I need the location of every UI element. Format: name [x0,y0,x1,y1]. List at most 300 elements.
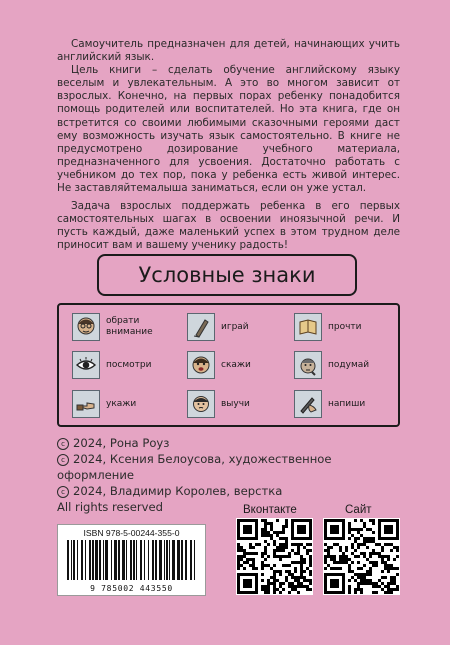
qr-finder-module [306,537,309,540]
qr-module [363,537,366,540]
qr-module [282,549,285,552]
qr-code-vk[interactable] [236,518,313,595]
qr-finder-module [252,573,255,576]
qr-module [372,540,375,543]
qr-module [387,567,390,570]
qr-module [261,519,264,522]
intro-text [57,38,400,253]
qr-finder-module [390,531,393,534]
qr-module [246,558,249,561]
qr-module [354,537,357,540]
qr-finder-module [387,528,390,531]
qr-module [351,546,354,549]
qr-module [306,567,309,570]
qr-module [273,531,276,534]
legend-label: напиши [328,398,366,409]
qr-code-site[interactable] [323,518,400,595]
qr-module [288,552,291,555]
qr-module [267,588,270,591]
qr-module [351,534,354,537]
qr-module [243,552,246,555]
qr-module [342,561,345,564]
qr-module [381,576,384,579]
qr-finder-module [378,531,381,534]
qr-module [264,591,267,594]
qr-finder-module [327,519,330,522]
qr-module [243,555,246,558]
qr-module [348,570,351,573]
copyright-line: c 2024, Владимир Королев, верстка [57,483,387,499]
qr-module [363,582,366,585]
qr-module [357,528,360,531]
qr-module [378,579,381,582]
qr-module [348,528,351,531]
qr-module [273,585,276,588]
qr-finder-module [246,582,249,585]
thinking-face-icon [294,351,322,379]
qr-module [369,555,372,558]
qr-module [270,582,273,585]
qr-module [390,582,393,585]
qr-finder-module [291,525,294,528]
qr-finder-module [243,537,246,540]
qr-finder-module [333,519,336,522]
qr-module [393,579,396,582]
qr-module [348,579,351,582]
qr-module [237,558,240,561]
qr-module [243,549,246,552]
qr-module [330,546,333,549]
barcode-bar [169,540,170,580]
qr-finder-module [342,588,345,591]
qr-finder-module [339,573,342,576]
qr-module [279,543,282,546]
qr-module [306,552,309,555]
legend-label: укажи [106,398,137,409]
qr-module [339,549,342,552]
qr-module [387,591,390,594]
qr-module [390,588,393,591]
barcode-bar [166,540,168,580]
qr-module [279,585,282,588]
qr-finder-module [240,573,243,576]
qr-finder-module [381,519,384,522]
qr-module [369,567,372,570]
qr-module [267,555,270,558]
qr-finder-module [396,525,399,528]
barcode-bars [65,540,198,580]
qr-module [270,576,273,579]
qr-module [348,588,351,591]
qr-module [264,525,267,528]
qr-module [390,591,393,594]
legend-item-point [72,390,136,418]
qr-module [240,555,243,558]
qr-finder-module [237,585,240,588]
qr-module [270,528,273,531]
qr-finder-module [330,573,333,576]
qr-module [237,555,240,558]
qr-module [267,591,270,594]
qr-finder-module [342,522,345,525]
qr-module [363,540,366,543]
barcode-bar [181,540,183,580]
qr-module [324,555,327,558]
qr-module [264,558,267,561]
qr-module [264,552,267,555]
qr-module [291,549,294,552]
qr-module [369,561,372,564]
qr-module [336,543,339,546]
qr-module [300,555,303,558]
qr-module [384,591,387,594]
qr-finder-module [240,537,243,540]
qr-module [366,582,369,585]
qr-module [309,543,312,546]
qr-module [330,555,333,558]
qr-module [261,585,264,588]
qr-module [351,561,354,564]
qr-module [297,546,300,549]
qr-module [306,588,309,591]
qr-module [375,552,378,555]
qr-module [279,582,282,585]
qr-finder-module [387,519,390,522]
qr-module [273,555,276,558]
qr-module [393,576,396,579]
qr-module [381,555,384,558]
qr-finder-module [255,531,258,534]
qr-finder-module [342,531,345,534]
qr-module [363,552,366,555]
qr-module [378,585,381,588]
qr-module [273,588,276,591]
qr-module [363,555,366,558]
qr-module [291,588,294,591]
qr-module [285,570,288,573]
qr-module [339,546,342,549]
qr-module [276,588,279,591]
qr-module [372,522,375,525]
copyright-icon: c [57,486,69,498]
qr-module [384,543,387,546]
qr-finder-module [237,531,240,534]
qr-finder-module [237,525,240,528]
qr-module [261,552,264,555]
qr-module [264,549,267,552]
barcode-bar [185,540,187,580]
qr-finder-module [300,525,303,528]
qr-module [357,561,360,564]
qr-module [327,564,330,567]
qr-module [282,588,285,591]
qr-module [261,567,264,570]
qr-module [282,528,285,531]
qr-finder-module [297,519,300,522]
qr-module [351,570,354,573]
qr-module [264,528,267,531]
qr-finder-module [324,519,327,522]
qr-finder-module [330,591,333,594]
qr-module [339,561,342,564]
qr-module [330,558,333,561]
qr-module [357,537,360,540]
qr-module [372,552,375,555]
qr-module [396,567,399,570]
barcode-bar [85,540,86,580]
qr-finder-module [324,591,327,594]
qr-module [372,582,375,585]
qr-module [384,576,387,579]
barcode-bar [130,540,132,580]
qr-module [252,561,255,564]
qr-module [252,564,255,567]
barcode-bar [105,540,108,580]
qr-module [387,582,390,585]
qr-module [393,567,396,570]
qr-finder-module [306,519,309,522]
qr-module [300,558,303,561]
qr-module [369,582,372,585]
qr-module [354,540,357,543]
legend-label: обрати внимание [106,316,153,337]
qr-module [297,549,300,552]
isbn-barcode [57,524,206,596]
qr-finder-module [324,582,327,585]
qr-finder-module [303,537,306,540]
copyright-line: c 2024, Ксения Белоусова, художественное оформление [57,452,332,482]
qr-module [309,561,312,564]
qr-module [366,579,369,582]
qr-finder-module [330,525,333,528]
qr-module [309,558,312,561]
legend-item-think [294,351,369,379]
qr-label-vk: Вконтакте [243,504,297,516]
qr-module [396,585,399,588]
qr-module [291,576,294,579]
qr-module [261,561,264,564]
qr-module [276,549,279,552]
qr-module [252,546,255,549]
qr-finder-module [237,522,240,525]
qr-module [297,585,300,588]
qr-finder-module [249,528,252,531]
qr-finder-module [303,525,306,528]
qr-module [387,543,390,546]
qr-finder-module [243,579,246,582]
qr-module [354,579,357,582]
qr-finder-module [291,522,294,525]
qr-module [282,564,285,567]
qr-module [342,552,345,555]
qr-module [369,579,372,582]
qr-module [261,564,264,567]
legend-item-learn [187,390,250,418]
qr-module [351,576,354,579]
qr-finder-module [237,528,240,531]
qr-module [324,549,327,552]
qr-finder-module [324,576,327,579]
qr-finder-module [396,528,399,531]
qr-finder-module [324,537,327,540]
qr-finder-module [249,525,252,528]
qr-module [237,546,240,549]
qr-finder-module [243,525,246,528]
qr-finder-module [336,519,339,522]
qr-finder-module [324,528,327,531]
qr-module [366,528,369,531]
qr-module [360,528,363,531]
learning-face-icon [187,390,215,418]
barcode-bar [95,540,98,580]
qr-finder-module [378,528,381,531]
qr-module [366,546,369,549]
qr-finder-module [255,528,258,531]
qr-module [378,555,381,558]
qr-finder-module [240,519,243,522]
legend-label: скажи [221,359,251,370]
qr-module [267,531,270,534]
barcode-bar [126,540,127,580]
qr-module [372,591,375,594]
qr-finder-module [327,591,330,594]
isbn-text: ISBN 978-5-00244-355-0 [83,528,180,538]
qr-module [354,549,357,552]
qr-module [327,546,330,549]
qr-finder-module [249,573,252,576]
qr-module [273,582,276,585]
qr-finder-module [243,585,246,588]
qr-module [264,585,267,588]
qr-finder-module [333,537,336,540]
qr-module [264,534,267,537]
qr-module [348,585,351,588]
qr-module [288,573,291,576]
qr-finder-module [390,528,393,531]
qr-module [237,564,240,567]
qr-module [303,546,306,549]
qr-module [300,570,303,573]
qr-module [252,552,255,555]
qr-module [375,591,378,594]
qr-module [384,564,387,567]
qr-module [258,543,261,546]
qr-module [300,561,303,564]
qr-module [381,582,384,585]
qr-module [348,591,351,594]
qr-finder-module [237,576,240,579]
qr-module [276,579,279,582]
qr-module [261,555,264,558]
qr-module [297,561,300,564]
legend-title: Условные знаки [97,254,357,296]
qr-module [291,573,294,576]
qr-module [354,519,357,522]
qr-finder-module [333,591,336,594]
legend-item-attention [72,313,158,341]
qr-finder-module [393,519,396,522]
qr-finder-module [390,525,393,528]
qr-module [237,567,240,570]
qr-module [327,555,330,558]
qr-pattern [323,518,400,595]
qr-finder-module [324,579,327,582]
qr-module [309,582,312,585]
qr-module [375,582,378,585]
qr-finder-module [342,519,345,522]
qr-finder-module [243,528,246,531]
qr-module [279,555,282,558]
barcode-bar [140,540,142,580]
legend-item-play [187,313,249,341]
qr-finder-module [255,582,258,585]
barcode-bar [77,540,78,580]
qr-module [309,588,312,591]
qr-module [285,525,288,528]
qr-finder-module [297,525,300,528]
qr-module [294,561,297,564]
qr-module [246,552,249,555]
qr-module [303,558,306,561]
qr-module [372,549,375,552]
qr-finder-module [240,591,243,594]
qr-finder-module [396,537,399,540]
qr-module [255,552,258,555]
qr-module [294,567,297,570]
qr-module [348,537,351,540]
qr-module [276,534,279,537]
qr-module [372,531,375,534]
qr-module [300,564,303,567]
qr-module [387,555,390,558]
qr-module [390,579,393,582]
qr-module [291,561,294,564]
qr-finder-module [309,525,312,528]
barcode-bar [194,540,195,580]
qr-module [237,549,240,552]
qr-module [291,585,294,588]
qr-finder-module [387,525,390,528]
legend-label: подумай [328,359,370,370]
qr-module [306,585,309,588]
qr-finder-module [249,582,252,585]
qr-module [375,585,378,588]
book-icon [294,313,322,341]
qr-module [297,552,300,555]
qr-module [279,573,282,576]
qr-module [282,537,285,540]
qr-module [264,519,267,522]
qr-module [285,543,288,546]
qr-finder-module [255,519,258,522]
barcode-bar [99,540,101,580]
qr-finder-module [327,537,330,540]
qr-module [303,561,306,564]
qr-module [363,543,366,546]
qr-finder-module [300,528,303,531]
qr-finder-module [291,534,294,537]
qr-module [393,582,396,585]
qr-module [276,519,279,522]
qr-module [357,546,360,549]
intro-paragraph-2: Цель книги – сделать обучение английскому языку веселым и увлекательным. А это во многом зависит от взрослых. Конечно, на первых порах ребенку понадобится помощь родителей или воспитателей. Но эта книга, где он встретится со своими любимыми сказочными героями даст ему возможность изучать язык самостоятельно. В книге не предусмотрено дозирование учебного материала, предназначенного для усвоения. Достаточно работать с учебником до тех пор, пока у ребенка есть живой интерес. Не заставляйтемалыша заниматься, если он уже устал. [57,64,400,195]
qr-module [264,564,267,567]
qr-module [279,537,282,540]
qr-module [264,588,267,591]
qr-module [372,585,375,588]
qr-finder-module [378,519,381,522]
qr-module [294,579,297,582]
